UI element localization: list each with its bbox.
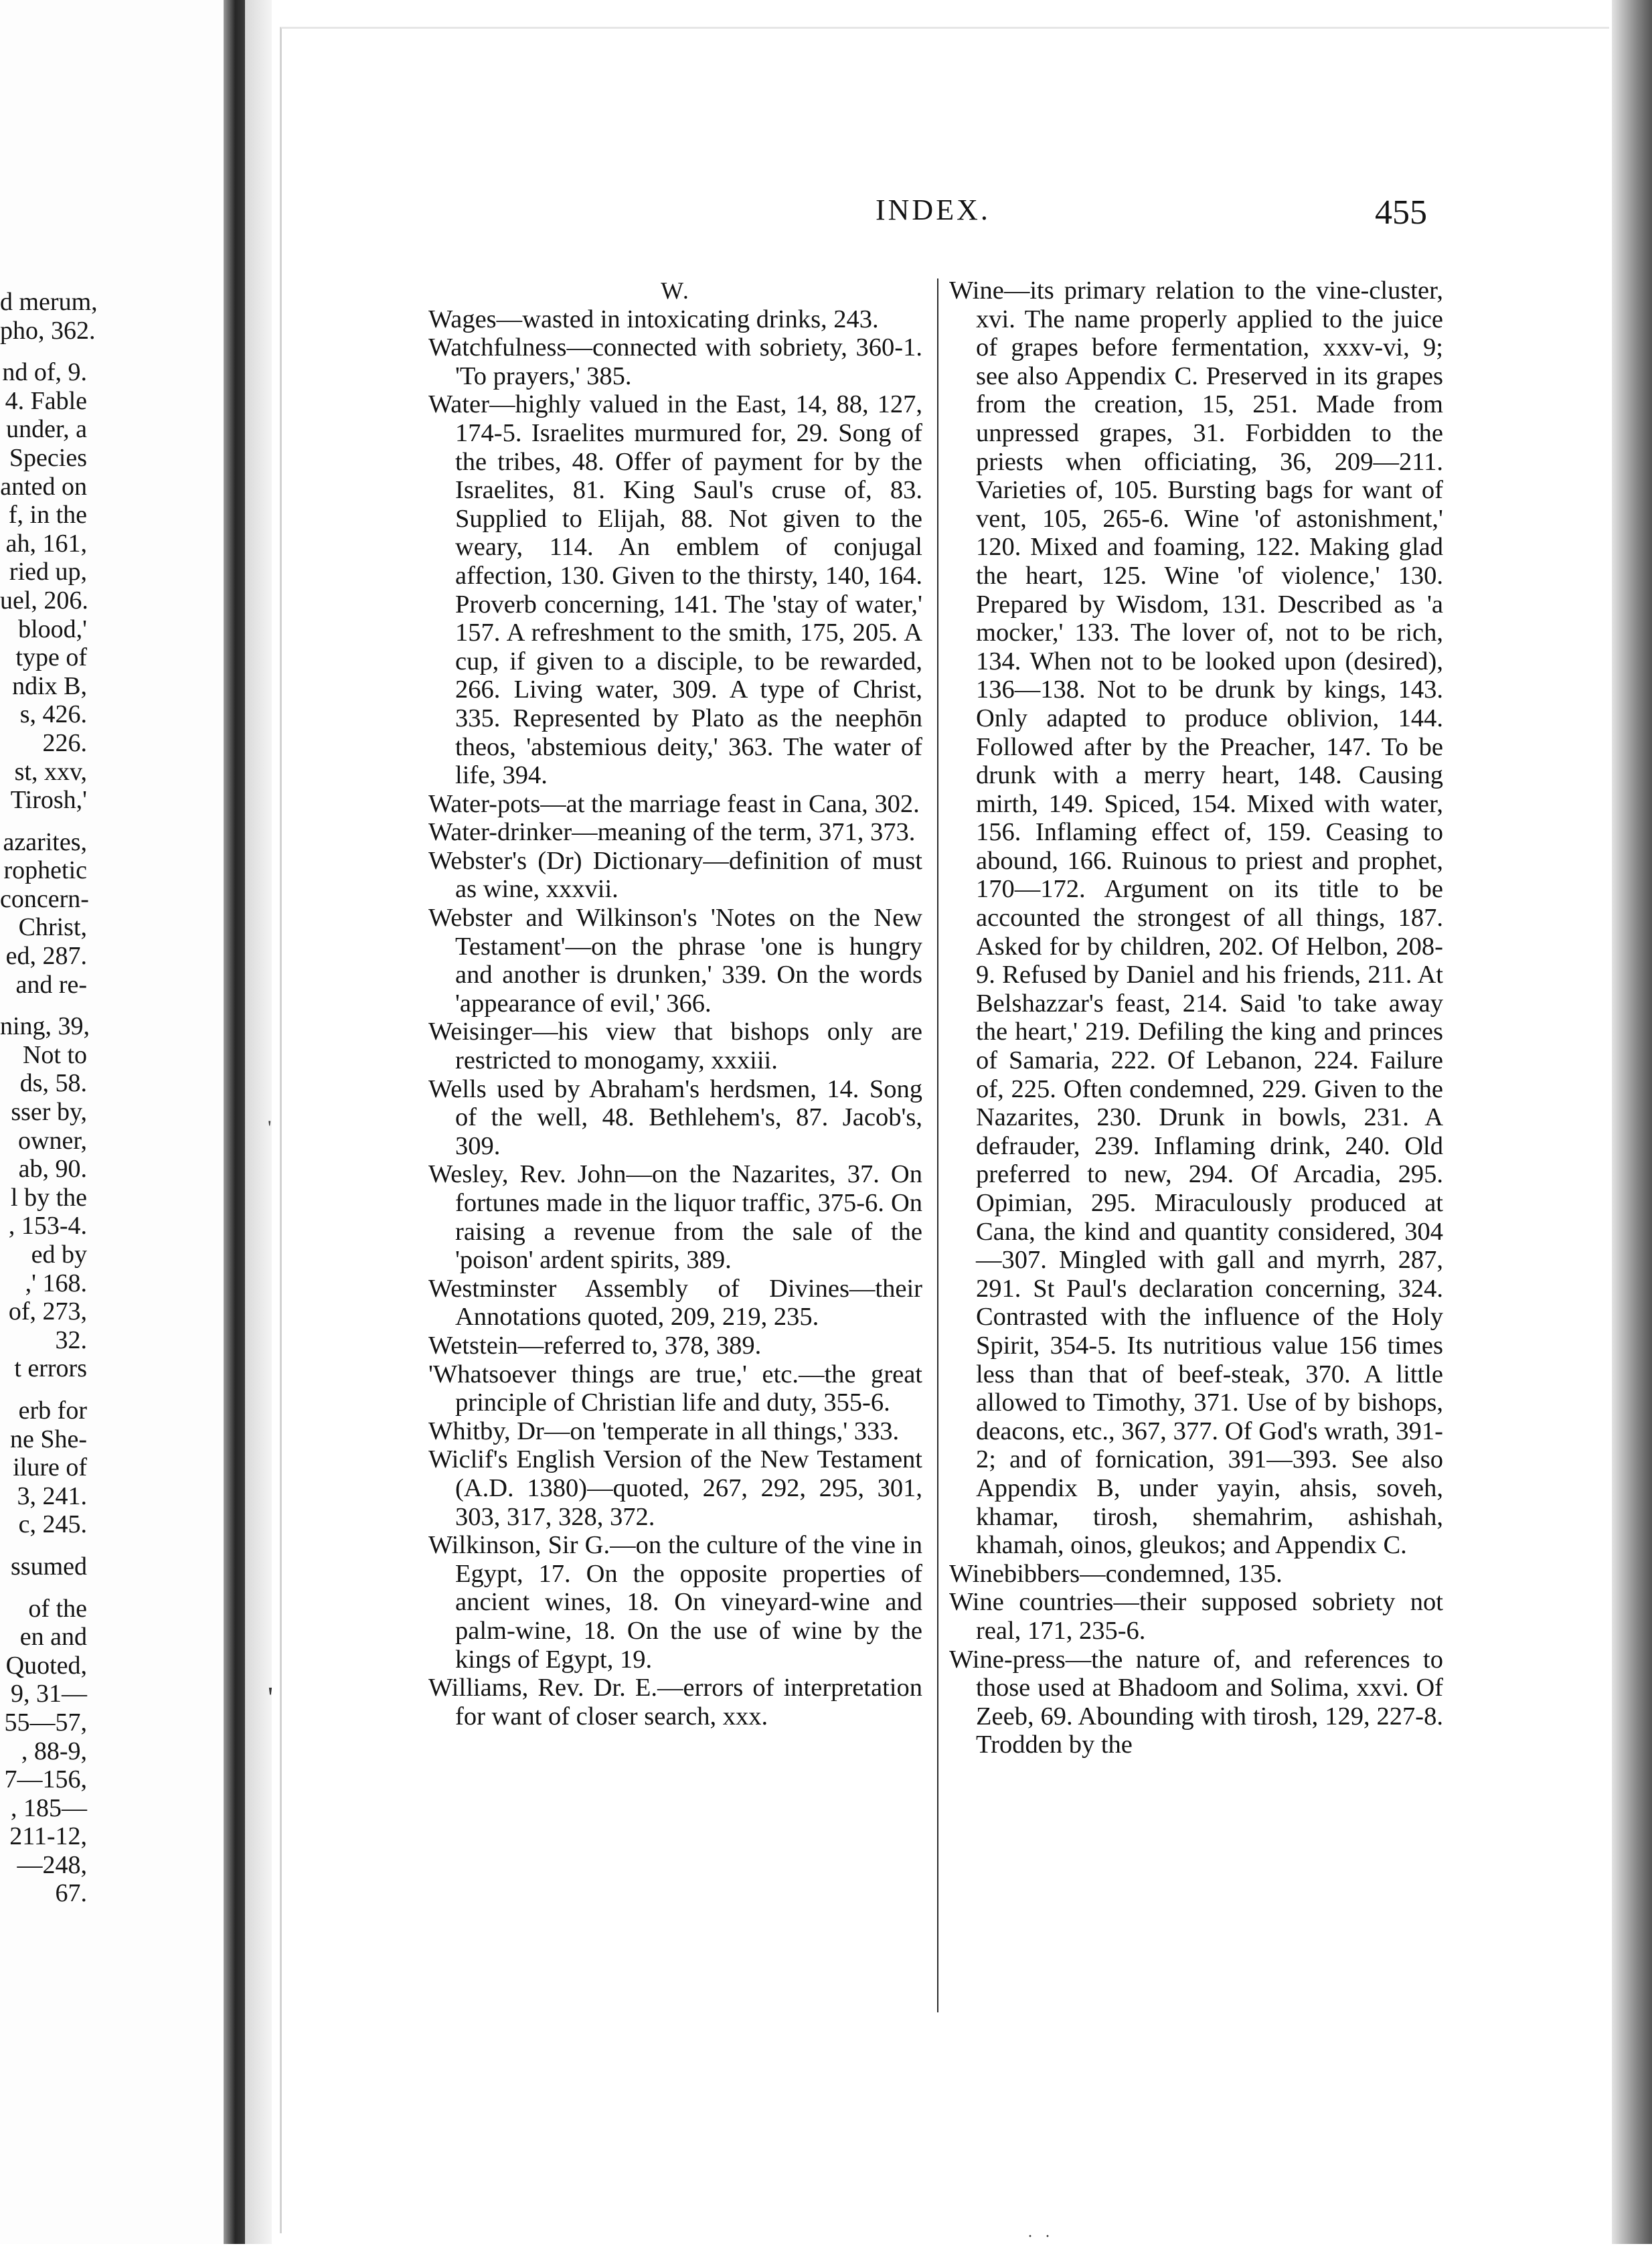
index-entry: Williams, Rev. Dr. E.—errors of interpretation for want of closer search, xxx. xyxy=(428,1674,922,1731)
facing-page-line: 226. xyxy=(42,728,87,757)
index-entry: Winebibbers—condemned, 135. xyxy=(949,1559,1283,1588)
section-letter-heading: W. xyxy=(661,277,690,304)
index-entry: Weisinger—his view that bishops only are restricted to monogamy, xxxiii. xyxy=(428,1018,922,1075)
index-entry: Water-pots—at the marriage feast in Cana, 302. xyxy=(428,789,920,818)
facing-page-line: , 88-9, xyxy=(21,1737,87,1765)
facing-page-line: of, 273, xyxy=(8,1297,87,1326)
facing-page-line: ed by xyxy=(31,1240,87,1269)
facing-page-line: anted on xyxy=(0,472,87,501)
facing-page-line: pho, 362. xyxy=(0,316,96,345)
facing-page-line: ah, 161, xyxy=(5,529,87,558)
signature-mark: · · xyxy=(1027,2228,1054,2245)
line-gap xyxy=(0,345,87,358)
running-head: INDEX. xyxy=(876,193,991,226)
line-gap xyxy=(0,815,87,828)
page-number: 455 xyxy=(1375,193,1427,232)
margin-tick-mark: ' xyxy=(268,1117,272,1139)
facing-page-line: ndix B, xyxy=(12,671,87,700)
index-entry: Whitby, Dr—on 'temperate in all things,' 333. xyxy=(428,1417,900,1445)
facing-page-line: l by the xyxy=(11,1183,87,1212)
index-column-left xyxy=(428,276,922,1731)
index-entry: 'Whatsoever things are true,' etc.—the great principle of Christian life and duty, 355-6. xyxy=(428,1360,922,1417)
index-entry: Watchfulness—connected with sobriety, 360-1. 'To prayers,' 385. xyxy=(428,333,922,390)
facing-page-line: 55—57, xyxy=(4,1708,87,1737)
facing-page-line: t errors xyxy=(14,1354,87,1383)
facing-page-line: —248, xyxy=(17,1850,87,1879)
column-divider-rule xyxy=(937,278,938,2012)
facing-page-line: 4. Fable xyxy=(5,386,87,415)
facing-page-line: uel, 206. xyxy=(0,586,88,615)
facing-page-line: blood,' xyxy=(18,615,87,643)
facing-page-line: d merum, xyxy=(0,288,98,316)
facing-page-line: ried up, xyxy=(9,558,87,586)
facing-page-line: azarites, xyxy=(3,827,87,856)
facing-page-line: ab, 90. xyxy=(18,1155,87,1184)
facing-page-line: , 185— xyxy=(11,1793,87,1822)
facing-page-line: erb for xyxy=(18,1396,87,1425)
facing-page-line: f, in the xyxy=(8,501,87,530)
facing-page-line: and re- xyxy=(15,970,87,999)
facing-page-line: 32. xyxy=(55,1326,87,1354)
facing-page-line: 9, 31— xyxy=(11,1680,87,1708)
line-gap xyxy=(0,1581,87,1595)
facing-page-line: sser by, xyxy=(11,1098,87,1127)
index-entry: Webster and Wilkinson's 'Notes on the New Testament'—on the phrase 'one is hungry and another is drunken,' 339. On the words 'appearance of evil,' 366. xyxy=(428,904,922,1018)
margin-tick-mark: ' xyxy=(268,1681,273,1714)
facing-page-line: Quoted, xyxy=(5,1651,87,1680)
facing-page-line: Christ, xyxy=(18,913,87,942)
facing-page-line: ssumed xyxy=(11,1552,87,1581)
index-entry: Wetstein—referred to, 378, 389. xyxy=(428,1331,762,1360)
facing-page-line: ed, 287. xyxy=(5,942,87,971)
facing-page-line: s, 426. xyxy=(19,700,87,729)
index-entry: Water-drinker—meaning of the term, 371, 373. xyxy=(428,818,916,847)
index-entry: Wages—wasted in intoxicating drinks, 243. xyxy=(428,305,879,333)
facing-page-line: Tirosh,' xyxy=(10,786,87,815)
index-entry: Wine—its primary relation to the vine-cluster, xvi. The name properly applied to the juice of grapes before fermentation, xxxv-vi, 9; see also Appendix C. Preserved in its grapes from the creation, 15, 251. Made from unpressed grapes, 31. Forbidden to the priests when officiating, 36, 209—211. Varieties of, 105. Bursting bags for want of vent, 105, 265-6. Wine 'of astonishment,' 120. Mixed and foaming, 122. Making glad the heart, 125. Wine 'of violence,' 130. Prepared by Wisdom, 131. Described as 'a mocker,' 133. The lover of, not to be rich, 134. When not to be looked upon (desired), 136—138. Not to be drunk by kings, 143. Only adapted to produce oblivion, 144. Followed after by the Preacher, 147. To be drunk with a merry heart, 148. Causing mirth, 149. Spiced, 154. Mixed with water, 156. Inflaming effect of, 159. Ceasing to abound, 166. Ruinous to priest and prophet, 170—172. Argument on its title to be accounted the strongest of all things, 187. Asked for by children, 202. Of Helbon, 208-9. Refused by Daniel and his friends, 211. At Belshazzar's feast, 214. Said 'to take away the heart,' 219. Defiling the king and princes of Samaria, 222. Of Lebanon, 224. Failure of, 225. Often condemned, 229. Given to the Nazarites, 230. Drunk in bowls, 231. A defrauder, 239. Inflaming drink, 240. Old preferred to new, 294. Of Arcadia, 295. Opimian, 295. Miraculously produced at Cana, the kind and quantity considered, 304—307. Mingled with gall and myrrh, 287, 291. St Paul's declaration concerning, 324. Contrasted with the influence of the Holy Spirit, 354-5. Its nutritious value 156 times less than that of beef-steak, 370. A little allowed to Timothy, 371. Use of by bishops, deacons, etc., 367, 377. Of God's wrath, 391-2; and of fornication, 391—393. See also Appendix B, under yayin, ahsis, soveh, khamar, tirosh, shemahrim, ashishah, khamah, oinos, gleukos; and Appendix C. xyxy=(949,276,1443,1560)
facing-page-line: ning, 39, xyxy=(0,1012,90,1041)
facing-page-line: owner, xyxy=(18,1126,87,1155)
facing-page-line: rophetic xyxy=(3,856,87,885)
facing-page-line: 7—156, xyxy=(4,1765,87,1794)
facing-page-line: ,' 168. xyxy=(25,1269,87,1297)
index-column-right xyxy=(949,276,1443,1759)
facing-page-line: ds, 58. xyxy=(19,1069,87,1098)
facing-page-line: under, a xyxy=(6,415,87,444)
index-entry: Wells used by Abraham's herdsmen, 14. Song of the well, 48. Bethlehem's, 87. Jacob's, 309. xyxy=(428,1074,922,1160)
facing-page-line: Not to xyxy=(22,1040,87,1069)
index-entry: Wesley, Rev. John—on the Nazarites, 37. On fortunes made in the liquor traffic, 375-6. On raising a revenue from the sale of the 'poison' ardent spirits, 389. xyxy=(428,1160,922,1275)
facing-page-line: 3, 241. xyxy=(17,1481,87,1510)
facing-page-line: type of xyxy=(15,643,87,672)
facing-page-line: 67. xyxy=(55,1879,87,1908)
facing-page-line: c, 245. xyxy=(18,1510,87,1539)
facing-page-fragment xyxy=(0,0,236,2244)
facing-page-line: ne She- xyxy=(9,1425,87,1453)
index-entry: Wilkinson, Sir G.—on the culture of the vine in Egypt, 17. On the opposite properties of ancient wines, 18. On vineyard-wine and palm-wine, 18. On the use of wine by the kings of Egypt, 19. xyxy=(428,1531,922,1674)
index-entry: Wiclif's English Version of the New Testament (A.D. 1380)—quoted, 267, 292, 295, 301, 303, 317, 328, 372. xyxy=(428,1445,922,1531)
facing-page-line: en and xyxy=(19,1623,87,1652)
facing-page-line: nd of, 9. xyxy=(2,358,87,387)
facing-page-line: 211-12, xyxy=(9,1822,87,1851)
index-entry: Webster's (Dr) Dictionary—definition of must as wine, xxxvii. xyxy=(428,846,922,904)
index-entry: Wine-press—the nature of, and references to those used at Bhadoom and Solima, xxvi. Of Zeeb, 69. Abounding with tirosh, 129, 227-8. Trodden by the xyxy=(949,1645,1443,1759)
facing-page-line: ilure of xyxy=(13,1453,87,1482)
line-gap xyxy=(0,1383,87,1396)
facing-page-line: , 153-4. xyxy=(8,1212,87,1240)
book-gutter-shadow xyxy=(224,0,245,2244)
facing-page-line: concern- xyxy=(0,884,89,913)
page-right-edge xyxy=(1612,0,1652,2244)
line-gap xyxy=(0,1539,87,1552)
index-entry: Water—highly valued in the East, 14, 88, 127, 174-5. Israelites murmured for, 29. Song of the tribes, 48. Offer of payment for by the Israelites, 81. King Saul's cruse of, 83. Supplied to Elijah, 88. Not given to the weary, 114. An emblem of conjugal affection, 130. Given to the thirsty, 140, 164. Proverb concerning, 141. The 'stay of water,' 157. A refreshment to the smith, 175, 205. A cup, if given to a disciple, to be rewarded, 266. Living water, 309. A type of Christ, 335. Represented by Plato as the neephōn theos, 'abstemious deity,' 363. The water of life, 394. xyxy=(428,390,922,790)
facing-page-line: Species xyxy=(9,443,87,472)
line-gap xyxy=(0,999,87,1012)
facing-page-line: of the xyxy=(28,1594,87,1623)
facing-page-text-column xyxy=(0,288,98,1908)
index-entry: Westminster Assembly of Divines—their Annotations quoted, 209, 219, 235. xyxy=(428,1274,922,1332)
index-entry: Wine countries—their supposed sobriety not real, 171, 235-6. xyxy=(949,1588,1443,1645)
facing-page-line: st, xxv, xyxy=(14,757,87,786)
